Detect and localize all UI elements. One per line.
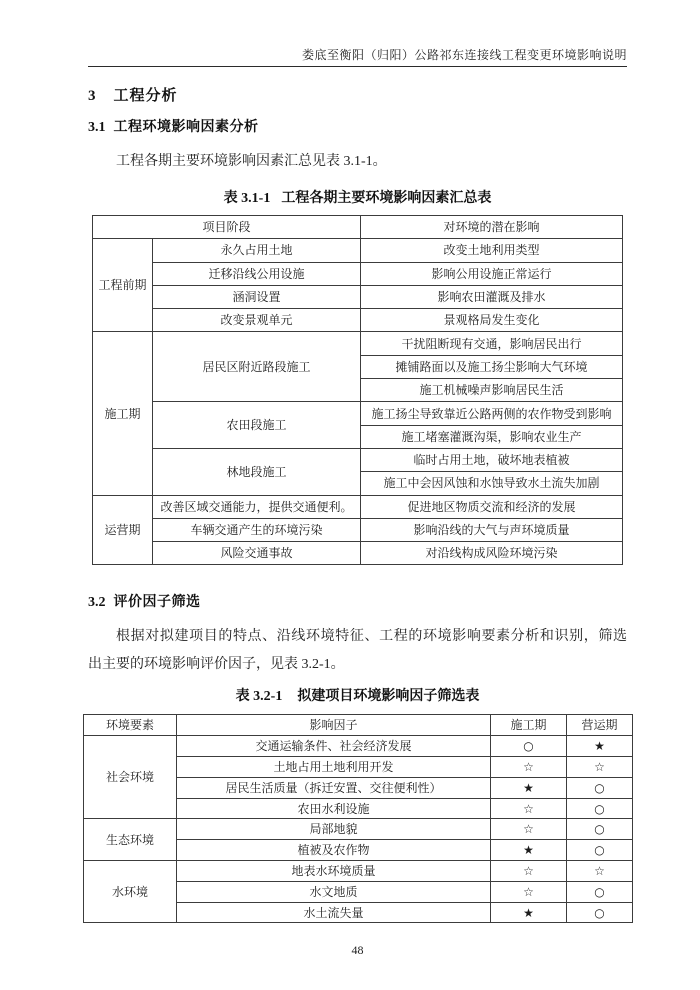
table-row bbox=[84, 861, 633, 882]
t1-head-impact: 对环境的潜在影响 bbox=[361, 216, 623, 239]
t2-factor-cell: 农田水利设施 bbox=[177, 798, 491, 819]
table-3-2-1 bbox=[83, 714, 633, 923]
table-row bbox=[84, 736, 633, 757]
running-header bbox=[88, 46, 627, 67]
t1-activity-cell: 居民区附近路段施工 bbox=[153, 332, 361, 402]
t2-factor-cell: 植被及农作物 bbox=[177, 840, 491, 861]
section-3-number: 3 bbox=[88, 88, 96, 104]
t2-operation-symbol: ○ bbox=[567, 777, 633, 798]
section-3-2-paragraph-line2: 出主要的环境影响评价因子，见表 3.2-1。 bbox=[88, 657, 345, 673]
t2-operation-symbol: ○ bbox=[567, 798, 633, 819]
page-content bbox=[88, 86, 627, 958]
t1-impact-cell: 改变土地利用类型 bbox=[361, 239, 623, 262]
t1-activity-cell: 农田段施工 bbox=[153, 402, 361, 449]
t2-construction-symbol: ☆ bbox=[491, 819, 567, 840]
t2-operation-symbol: ☆ bbox=[567, 757, 633, 778]
section-3-2-paragraph-line1: 根据对拟建项目的特点、沿线环境特征、工程的环境影响要素分析和识别，筛选 bbox=[116, 629, 627, 645]
t1-impact-cell: 对沿线构成风险环境污染 bbox=[361, 542, 623, 565]
t1-activity-cell: 改善区域交通能力，提供交通便利。 bbox=[153, 495, 361, 518]
table-3-2-1-caption-text: 拟建项目环境影响因子筛选表 bbox=[297, 687, 480, 704]
t2-construction-symbol: ☆ bbox=[491, 861, 567, 882]
t2-head-construction: 施工期 bbox=[491, 715, 567, 736]
t1-activity-cell: 涵洞设置 bbox=[153, 285, 361, 308]
t1-activity-cell: 改变景观单元 bbox=[153, 309, 361, 332]
t1-impact-cell: 施工中会因风蚀和水蚀导致水土流失加剧 bbox=[361, 472, 623, 495]
t2-factor-cell: 土地占用土地利用开发 bbox=[177, 757, 491, 778]
table-row bbox=[93, 542, 623, 565]
t2-factor-cell: 地表水环境质量 bbox=[177, 861, 491, 882]
t1-impact-cell: 景观格局发生变化 bbox=[361, 309, 623, 332]
t1-impact-cell: 临时占用土地，破坏地表植被 bbox=[361, 448, 623, 471]
t1-stage-cell: 工程前期 bbox=[93, 239, 153, 332]
section-3-2-title: 评价因子筛选 bbox=[113, 593, 201, 610]
section-3-heading bbox=[88, 86, 627, 106]
table-3-1-1 bbox=[92, 215, 623, 565]
t1-activity-cell: 林地段施工 bbox=[153, 448, 361, 495]
t1-impact-cell: 促进地区物质交流和经济的发展 bbox=[361, 495, 623, 518]
table-row bbox=[93, 239, 623, 262]
t2-operation-symbol: ○ bbox=[567, 819, 633, 840]
t1-impact-cell: 施工扬尘导致靠近公路两侧的农作物受到影响 bbox=[361, 402, 623, 425]
table-row bbox=[93, 216, 623, 239]
t2-factor-cell: 水土流失量 bbox=[177, 902, 491, 923]
table-3-2-1-caption-label: 表 3.2-1 bbox=[235, 689, 283, 705]
table-3-1-1-caption-text: 工程各期主要环境影响因素汇总表 bbox=[281, 189, 492, 205]
t1-head-stage: 项目阶段 bbox=[93, 216, 361, 239]
section-3-2-number: 3.2 bbox=[88, 595, 106, 611]
t2-factor-cell: 居民生活质量（拆迁安置、交往便利性） bbox=[177, 777, 491, 798]
t2-construction-symbol: ☆ bbox=[491, 757, 567, 778]
t2-element-cell: 社会环境 bbox=[84, 736, 177, 819]
table-row bbox=[93, 285, 623, 308]
t1-impact-cell: 影响农田灌溉及排水 bbox=[361, 285, 623, 308]
table-3-2-1-caption bbox=[88, 686, 627, 706]
table-3-1-1-caption-label: 表 3.1-1 bbox=[223, 191, 271, 206]
t1-activity-cell: 车辆交通产生的环境污染 bbox=[153, 518, 361, 541]
table-row bbox=[93, 262, 623, 285]
table-row bbox=[93, 518, 623, 541]
t2-head-operation: 营运期 bbox=[567, 715, 633, 736]
t2-factor-cell: 交通运输条件、社会经济发展 bbox=[177, 736, 491, 757]
t1-impact-cell: 施工堵塞灌溉沟渠，影响农业生产 bbox=[361, 425, 623, 448]
t2-construction-symbol: ☆ bbox=[491, 798, 567, 819]
section-3-1-number: 3.1 bbox=[88, 120, 106, 135]
section-3-1-heading bbox=[88, 117, 627, 137]
table-row bbox=[84, 819, 633, 840]
t2-operation-symbol: ○ bbox=[567, 902, 633, 923]
table-row bbox=[84, 715, 633, 736]
t2-factor-cell: 局部地貌 bbox=[177, 819, 491, 840]
section-3-title: 工程分析 bbox=[113, 87, 178, 104]
section-3-1-title: 工程环境影响因素分析 bbox=[113, 118, 259, 134]
t2-construction-symbol: ★ bbox=[491, 777, 567, 798]
t2-element-cell: 生态环境 bbox=[84, 819, 177, 861]
t1-impact-cell: 施工机械噪声影响居民生活 bbox=[361, 379, 623, 402]
table-row bbox=[93, 402, 623, 425]
t2-factor-cell: 水文地质 bbox=[177, 881, 491, 902]
t1-activity-cell: 永久占用土地 bbox=[153, 239, 361, 262]
page-number: 48 bbox=[351, 943, 364, 958]
t2-construction-symbol: ○ bbox=[491, 736, 567, 757]
t1-impact-cell: 摊铺路面以及施工扬尘影响大气环境 bbox=[361, 355, 623, 378]
t1-stage-cell: 施工期 bbox=[93, 332, 153, 495]
t1-impact-cell: 影响沿线的大气与声环境质量 bbox=[361, 518, 623, 541]
t2-operation-symbol: ★ bbox=[567, 736, 633, 757]
table-row bbox=[93, 332, 623, 355]
t1-activity-cell: 风险交通事故 bbox=[153, 542, 361, 565]
t1-stage-cell: 运营期 bbox=[93, 495, 153, 565]
t2-head-factor: 影响因子 bbox=[177, 715, 491, 736]
table-3-1-1-caption bbox=[88, 188, 627, 208]
t1-impact-cell: 干扰阻断现有交通，影响居民出行 bbox=[361, 332, 623, 355]
t1-impact-cell: 影响公用设施正常运行 bbox=[361, 262, 623, 285]
t2-element-cell: 水环境 bbox=[84, 861, 177, 923]
section-3-1-paragraph: 工程各期主要环境影响因素汇总见表 3.1-1。 bbox=[116, 154, 387, 169]
t2-operation-symbol: ☆ bbox=[567, 861, 633, 882]
running-header-text: 娄底至衡阳（归阳）公路祁东连接线工程变更环境影响说明 bbox=[301, 48, 627, 62]
t2-operation-symbol: ○ bbox=[567, 881, 633, 902]
table-row bbox=[93, 495, 623, 518]
table-row bbox=[93, 448, 623, 471]
t2-construction-symbol: ★ bbox=[491, 840, 567, 861]
section-3-2-heading bbox=[88, 592, 627, 612]
table-row bbox=[93, 309, 623, 332]
t2-construction-symbol: ☆ bbox=[491, 881, 567, 902]
t2-head-element: 环境要素 bbox=[84, 715, 177, 736]
t2-construction-symbol: ★ bbox=[491, 902, 567, 923]
t1-activity-cell: 迁移沿线公用设施 bbox=[153, 262, 361, 285]
t2-operation-symbol: ○ bbox=[567, 840, 633, 861]
